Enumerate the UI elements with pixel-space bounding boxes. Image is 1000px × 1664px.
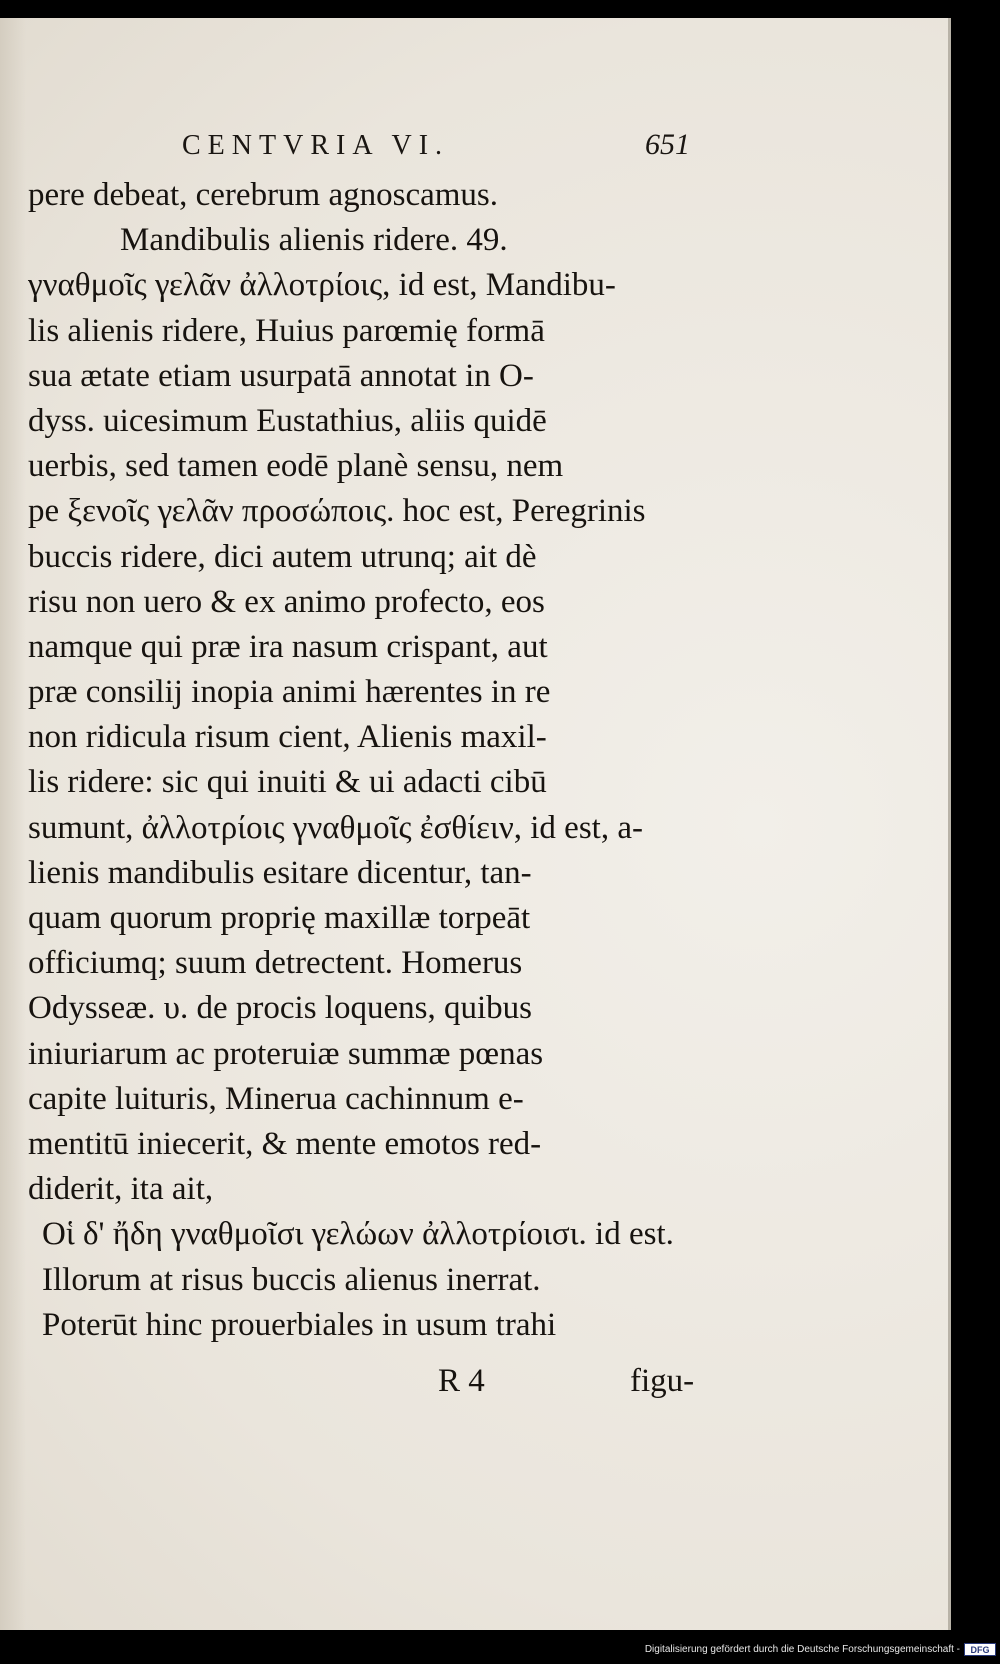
text-line: namque qui præ ira nasum crispant, aut (28, 628, 548, 665)
text-line: officiumq; suum detrectent. Homerus (28, 945, 523, 982)
text-line: sumunt, ἀλλοτρίοις γναθμοῖς ἐσθίειν, id est, a- (28, 809, 643, 846)
text-line: pe ξενοῖς γελᾶν προσώποις. hoc est, Peregrinis (28, 493, 646, 530)
text-line: buccis ridere, dici autem utrunq; ait dè (28, 538, 537, 575)
text-line: lis alienis ridere, Huius parœmię formā (28, 312, 545, 349)
text-line: quam quorum proprię maxillæ torpeāt (28, 900, 531, 936)
text-line: mentitū iniecerit, & mente emotos red- (28, 1125, 542, 1162)
text-line: lienis mandibulis esitare dicentur, tan- (28, 854, 532, 891)
body-text (28, 173, 728, 1348)
text-line: uerbis, sed tamen eodē planè sensu, nem (28, 448, 564, 485)
folio-number: 651 (645, 128, 690, 161)
text-line: Poterūt hinc prouerbiales in usum trahi (42, 1306, 557, 1343)
text-line: dyss. uicesimum Eustathius, aliis quidē (28, 402, 547, 439)
text-line: iniuriarum ac proteruiæ summæ pœnas (28, 1035, 544, 1072)
adage-title: Mandibulis alienis ridere. 49. (120, 222, 508, 259)
digitization-credit: Digitalisierung gefördert durch die Deutsche Forschungsgemeinschaft - (644, 1644, 960, 1655)
digitization-credit-bar (0, 1640, 1000, 1664)
greek-quotation: Οἱ δ' ἤδη γναθμοῖσι γελώων ἀλλοτρίοισι. id est. (42, 1216, 674, 1253)
text-line: præ consilij inopia animi hærentes in re (28, 674, 551, 711)
text-line: non ridicula risum cient, Alienis maxil- (28, 719, 547, 756)
text-line: pere debeat, cerebrum agnoscamus. (28, 177, 499, 213)
dfg-logo-icon: DFG (964, 1643, 996, 1656)
text-line: diderit, ita ait, (28, 1171, 214, 1208)
text-line: lis ridere: sic qui inuiti & ui adacti cibū (28, 764, 547, 801)
text-line: Odysseæ. υ. de procis loquens, quibus (28, 990, 532, 1027)
text-line: risu non uero & ex animo profecto, eos (28, 583, 545, 620)
page-header (0, 130, 948, 170)
page-footer (0, 1363, 948, 1403)
book-page (0, 18, 951, 1630)
text-line: sua ætate etiam usurpatā annotat in O- (28, 357, 534, 394)
text-line: capite luituris, Minerua cachinnum e- (28, 1080, 524, 1117)
signature-mark: R 4 (438, 1363, 485, 1399)
text-line: γναθμοῖς γελᾶν ἀλλοτρίοις, id est, Mandibu- (28, 267, 616, 304)
catchword: figu- (630, 1363, 695, 1399)
running-head: CENTVRIA VI. (182, 130, 450, 161)
latin-translation: Illorum at risus buccis alienus inerrat. (42, 1261, 541, 1298)
